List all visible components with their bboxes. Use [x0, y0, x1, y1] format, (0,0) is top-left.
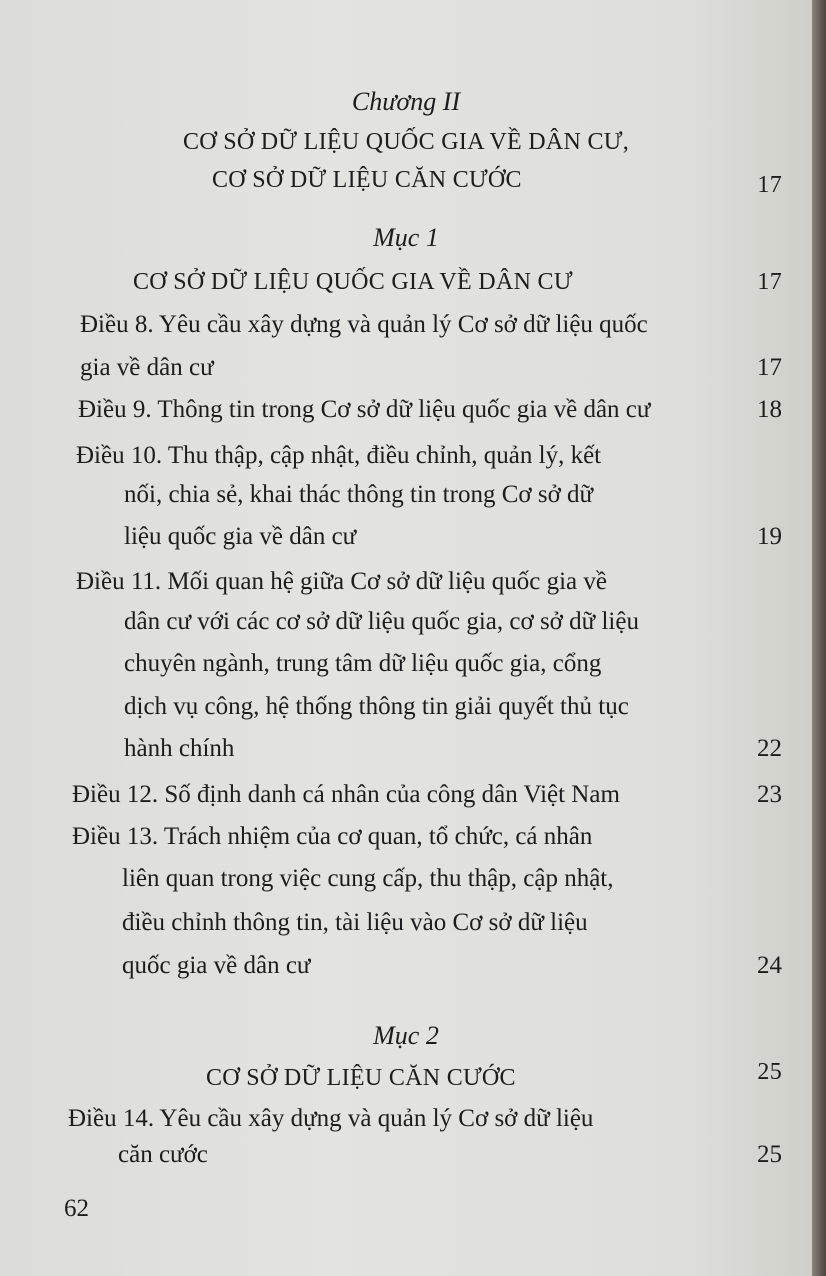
- toc-entry-line: nối, chia sẻ, khai thác thông tin trong Cơ sở dữ: [124, 481, 594, 508]
- toc-entry-line: điều chỉnh thông tin, tài liệu vào Cơ sở dữ liệu: [122, 909, 588, 936]
- toc-page-number: 19: [757, 523, 782, 550]
- toc-entry-line: Điều 10. Thu thập, cập nhật, điều chỉnh, quản lý, kết: [76, 442, 602, 469]
- toc-entry-line: Điều 11. Mối quan hệ giữa Cơ sở dữ liệu quốc gia về: [76, 568, 607, 595]
- toc-entry-line: quốc gia về dân cư 24: [0, 946, 812, 986]
- toc-entry-line: Điều 13. Trách nhiệm của cơ quan, tổ chức, cá nhân: [72, 823, 593, 850]
- section2-label: Mục 2: [373, 1021, 439, 1050]
- toc-entry-line: liên quan trong việc cung cấp, thu thập, cập nhật,: [122, 865, 614, 892]
- chapter-label: Chương II: [351, 87, 461, 116]
- toc-page-number: 24: [757, 952, 782, 979]
- section1-title: CƠ SỞ DỮ LIỆU QUỐC GIA VỀ DÂN CƯ: [133, 269, 573, 295]
- section2-page-number: 25: [757, 1059, 782, 1085]
- toc-page-number: 25: [757, 1141, 782, 1168]
- book-spine-edge: [812, 0, 826, 1276]
- toc-entry-line: dịch vụ công, hệ thống thông tin giải quyết thủ tục: [124, 693, 629, 720]
- toc-entry-line: Điều 9. Thông tin trong Cơ sở dữ liệu quốc gia về dân cư 18: [0, 390, 812, 430]
- toc-entry-line: căn cước 25: [0, 1135, 812, 1175]
- chapter-page-number: 17: [757, 172, 782, 198]
- toc-page-number: 23: [757, 781, 782, 808]
- page-number: 62: [64, 1195, 89, 1222]
- toc-entry-line: hành chính 22: [0, 729, 812, 769]
- toc-page-number: 22: [757, 735, 782, 762]
- section1-page-number: 17: [757, 269, 782, 295]
- toc-entry-line: dân cư với các cơ sở dữ liệu quốc gia, cơ sở dữ liệu: [124, 608, 639, 635]
- toc-entry-line: liệu quốc gia về dân cư 19: [0, 517, 812, 557]
- toc-entry-line: chuyên ngành, trung tâm dữ liệu quốc gia, cổng: [124, 650, 602, 677]
- section1-label: Mục 1: [373, 223, 439, 252]
- toc-entry-line: Điều 14. Yêu cầu xây dựng và quản lý Cơ sở dữ liệu: [68, 1105, 594, 1132]
- toc-entry-line: gia về dân cư 17: [0, 348, 812, 388]
- chapter-title-line1: CƠ SỞ DỮ LIỆU QUỐC GIA VỀ DÂN CƯ,: [182, 129, 630, 155]
- section2-title: CƠ SỞ DỮ LIỆU CĂN CƯỚC: [206, 1065, 516, 1091]
- chapter-title-line2: CƠ SỞ DỮ LIỆU CĂN CƯỚC: [212, 167, 522, 193]
- toc-entry-line: Điều 12. Số định danh cá nhân của công dân Việt Nam 23: [0, 775, 812, 815]
- section1-title-row: [0, 262, 812, 302]
- toc-entry-line: Điều 8. Yêu cầu xây dựng và quản lý Cơ sở dữ liệu quốc: [80, 311, 648, 338]
- toc-page-number: 18: [757, 396, 782, 423]
- toc-page-number: 17: [757, 354, 782, 381]
- section2-title-row: [0, 1058, 812, 1098]
- chapter-title-row: [0, 160, 812, 200]
